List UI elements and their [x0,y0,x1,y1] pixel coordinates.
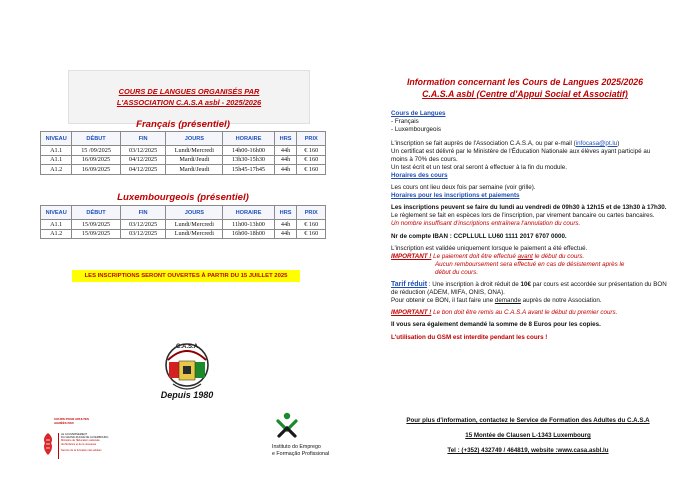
validee-text: L'inscription est validée uniquement lorsque le paiement a été effectué. [391,244,588,252]
copies-text: Il vous sera également demandé la somme de 8 Euros pour les copies. [391,321,601,329]
horaires-text: Les cours ont lieu deux fois par semaine (voir grille). [391,183,536,191]
cell-debut: 15/09/2025 [72,220,120,230]
paiement-warning: Un nombre insuffisant d'inscriptions entraînera l'annulation du cours. [391,220,581,228]
cell-prix: € 160 [297,220,326,230]
ministry-line: DU GRAND-DUCHÉ DE LUXEMBOURG [61,436,109,440]
table-row [41,165,326,175]
ministry-line: Ministère de l'Éducation nationale, [61,439,101,443]
email-link[interactable]: infocasa@pt.lu [575,139,618,147]
left-header-line2: L'ASSOCIATION C.A.S.A asbl - 2025/2026 [116,98,262,107]
footer-line1: Pour plus d'information, contactez le Service de Formation des Adultes du C.A.S.A [406,417,650,424]
ministry-divider [58,433,59,459]
cell-prix: € 160 [297,165,326,175]
cours-item-luxembourgeois: - Luxembourgeois [391,126,442,134]
table-row [41,146,326,156]
column-header-debut: DÉBUT [72,132,120,146]
cell-jours: Mardi/Jeudi [166,155,223,165]
footer-line2: 15 Montée de Clausen L-1343 Luxembourg [465,432,591,439]
tarif-bon-text: Pour obtenir ce BON, il faut faire une demande auprès de notre Association. [391,297,602,305]
cell-hrs: 44h [274,155,297,165]
table-row [41,229,326,239]
ministry-logo [40,418,150,473]
iefp-line1: Instituto do Emprego [272,444,321,450]
cell-niveau: A1.2 [41,229,72,239]
column-header-jours: JOURS [166,132,223,146]
column-header-niveau: NIVEAU [41,132,72,146]
cours-heading: Cours de Langues [391,110,446,117]
column-header-fin: FIN [120,206,166,220]
cell-debut: 16/09/2025 [72,155,120,165]
luxembourgeois-title: Luxembourgeois (présentiel) [117,192,249,203]
cell-horaire: 13h30-15h30 [223,155,274,165]
column-header-debut: DÉBUT [72,206,120,220]
casa-logo [155,336,219,410]
cell-prix: € 160 [297,229,326,239]
cell-prix: € 160 [297,146,326,156]
table-header-row [41,132,326,146]
table-row [41,220,326,230]
table-row [41,155,326,165]
cell-niveau: A1.1 [41,220,72,230]
inscription-p2: Un certificat est délivré par le Ministère de l'Éducation Nationale aux élèves ayant participé au moins à 70% des cours. [391,147,651,164]
cell-niveau: A1.2 [41,165,72,175]
important2: IMPORTANT ! Le bon doit être remis au C.A.S.A avant le début du premier cours. [391,309,618,317]
inscription-p3: Un test écrit et un test oral seront à effectuer à la fin du module. [391,164,568,172]
column-header-niveau: NIVEAU [41,206,72,220]
cell-jours: Lundi/Mercredi [166,220,223,230]
cell-horaire: 14h00-16h00 [223,146,274,156]
cell-jours: Mardi/Jeudi [166,165,223,175]
cell-prix: € 160 [297,155,326,165]
right-title-line1: Information concernant les Cours de Langues 2025/2026 [406,77,644,87]
inscription-p1: L'inscription se fait auprès de l'Association C.A.S.A, ou par e-mail (infocasa@pt.lu) [391,139,620,147]
cell-niveau: A1.1 [41,155,72,165]
cell-jours: Lundi/Mercredi [166,146,223,156]
cell-hrs: 44h [274,146,297,156]
cell-debut: 15 /09/2025 [72,146,120,156]
luxembourgeois-schedule-table [40,205,326,239]
column-header-jours: JOURS [166,206,223,220]
table-header-row [41,206,326,220]
iban: Nr de compte IBAN : CCPLLULL LU60 1111 2017 6707 0000. [391,232,567,240]
important1-line2: Aucun remboursement sera effectué en cas de désistement après le début du cours. [435,261,625,277]
cell-niveau: A1.1 [41,146,72,156]
column-header-hrs: HRS [274,206,297,220]
cell-hrs: 44h [274,165,297,175]
ministry-header2: AGRÉÉS PAR [54,421,74,425]
horaires-heading: Horaires des cours [391,172,448,180]
ministry-line: LE GOUVERNEMENT [61,433,88,436]
casa-logo-text: C.A.S.A [175,344,198,350]
cell-horaire: 16h00-18h00 [223,229,274,239]
column-header-horaire: HORAIRE [223,132,274,146]
cell-horaire: 11h00-13h00 [223,220,274,230]
column-header-prix: PRIX [297,132,326,146]
horaires-inscriptions-heading: Horaires pour les inscriptions et paiements [391,191,520,199]
iefp-logo [272,410,342,470]
cell-fin: 03/12/2025 [120,229,166,239]
column-header-fin: FIN [120,132,166,146]
column-header-hrs: HRS [274,132,297,146]
right-title-line2: C.A.S.A asbl (Centre d'Appui Social et Associatif) [422,89,628,99]
left-header-line1: COURS DE LANGUES ORGANISÉS PAR [118,87,260,96]
cell-fin: 04/12/2025 [120,155,166,165]
ministry-header1: COURS POUR ADULTES [54,417,90,421]
cell-jours: Lundi/Mercredi [166,229,223,239]
francais-schedule-table [40,131,326,175]
luxembourg-lion-icon [42,432,54,456]
cell-fin: 03/12/2025 [120,220,166,230]
francais-title: Français (présentiel) [136,119,230,130]
ministry-line: de l'Enfance et de la Jeunesse [61,442,97,446]
important1: IMPORTANT ! Le paiement doit être effectué avant le début du cours. [391,253,585,261]
paiement-paragraph: Les inscriptions peuvent se faire du lundi au vendredi de 09h30 à 12h15 et de 13h30 à 17h30. Le règlement se fait en espèces lors de l'inscription, par virement bancaire ou cartes bancaires. [391,204,667,220]
cell-debut: 15/09/2025 [72,229,120,239]
gsm-warning: L'utilisation du GSM est interdite pendant les cours ! [391,333,548,341]
footer-line3-contact[interactable]: Tel : (+352) 432749 / 464819, website :www.casa.asbl.lu [447,447,609,454]
column-header-horaire: HORAIRE [223,206,274,220]
iefp-line2: e Formação Profissional [272,451,330,457]
cell-debut: 16/09/2025 [72,165,120,175]
ministry-text [61,433,141,452]
ministry-line: Service de la formation des adultes [61,448,102,452]
cell-fin: 03/12/2025 [120,146,166,156]
cell-hrs: 44h [274,229,297,239]
iefp-emblem-icon [276,412,298,438]
casa-logo-year: Depuis 1980 [160,390,214,400]
cell-fin: 04/12/2025 [120,165,166,175]
cell-hrs: 44h [274,220,297,230]
cours-item-francais: - Français [391,118,419,126]
right-body [391,110,667,342]
inscriptions-notice: LES INSCRIPTIONS SERONT OUVERTES À PARTIR DU 15 JUILLET 2025 [72,270,300,282]
column-header-prix: PRIX [297,206,326,220]
left-header-box [68,70,310,124]
cell-horaire: 15h45-17h45 [223,165,274,175]
tarif-paragraph: Tarif réduit : Une inscription à droit réduit de 10€ par cours est accordée sur présentation du BON de réduction (ADEM, MIFA, ONIS, ONA). [391,280,667,296]
